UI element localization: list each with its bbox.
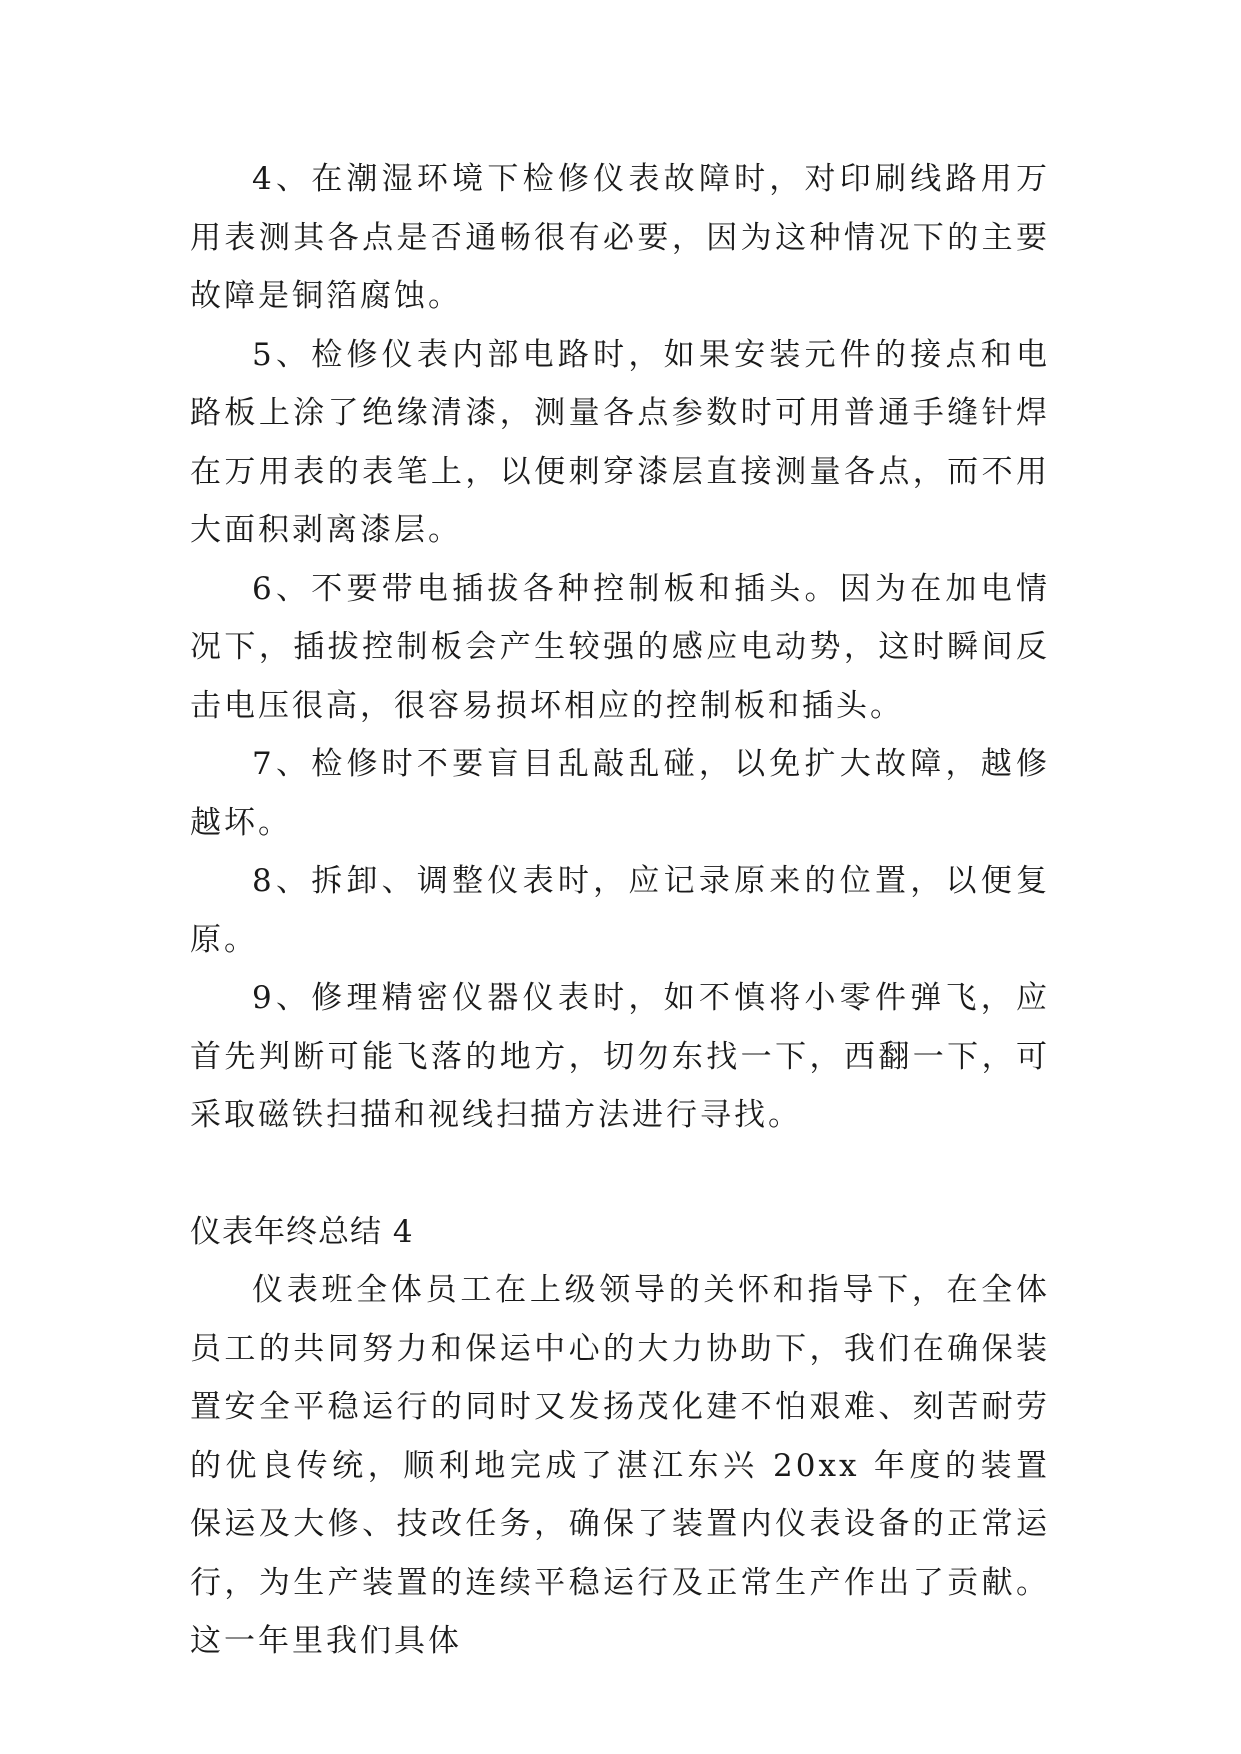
section-heading: 仪表年终总结 4 [190, 1213, 414, 1250]
paragraph-item-6: 6、不要带电插拔各种控制板和插头。因为在加电情况下，插拔控制板会产生较强的感应电动势，这时瞬间反击电压很高，很容易损坏相应的控制板和插头。 [190, 570, 1050, 724]
section-paragraph: 仪表班全体员工在上级领导的关怀和指导下，在全体员工的共同努力和保运中心的大力协助下，我们在确保装置安全平稳运行的同时又发扬茂化建不怕艰难、刻苦耐劳的优良传统，顺利地完成了湛江东兴 20xx 年度的装置保运及大修、技改任务，确保了装置内仪表设备的正常运行，为生产装置的连续平稳运行及正常生产作出了贡献。这一年里我们具体 [190, 1272, 1050, 1659]
paragraph-item-9: 9、修理精密仪器仪表时，如不慎将小零件弹飞，应首先判断可能飞落的地方，切勿东找一下，西翻一下，可采取磁铁扫描和视线扫描方法进行寻找。 [190, 980, 1050, 1133]
paragraph-item-8: 8、拆卸、调整仪表时，应记录原来的位置，以便复原。 [190, 863, 1050, 958]
document-body [190, 150, 1050, 1671]
paragraph-item-5: 5、检修仪表内部电路时，如果安装元件的接点和电路板上涂了绝缘清漆，测量各点参数时可用普通手缝针焊在万用表的表笔上，以便刺穿漆层直接测量各点，而不用大面积剥离漆层。 [190, 336, 1050, 548]
paragraph-item-4: 4、在潮湿环境下检修仪表故障时，对印刷线路用万用表测其各点是否通畅很有必要，因为这种情况下的主要故障是铜箔腐蚀。 [190, 161, 1050, 314]
paragraph-item-7: 7、检修时不要盲目乱敲乱碰，以免扩大故障，越修越坏。 [190, 746, 1050, 841]
